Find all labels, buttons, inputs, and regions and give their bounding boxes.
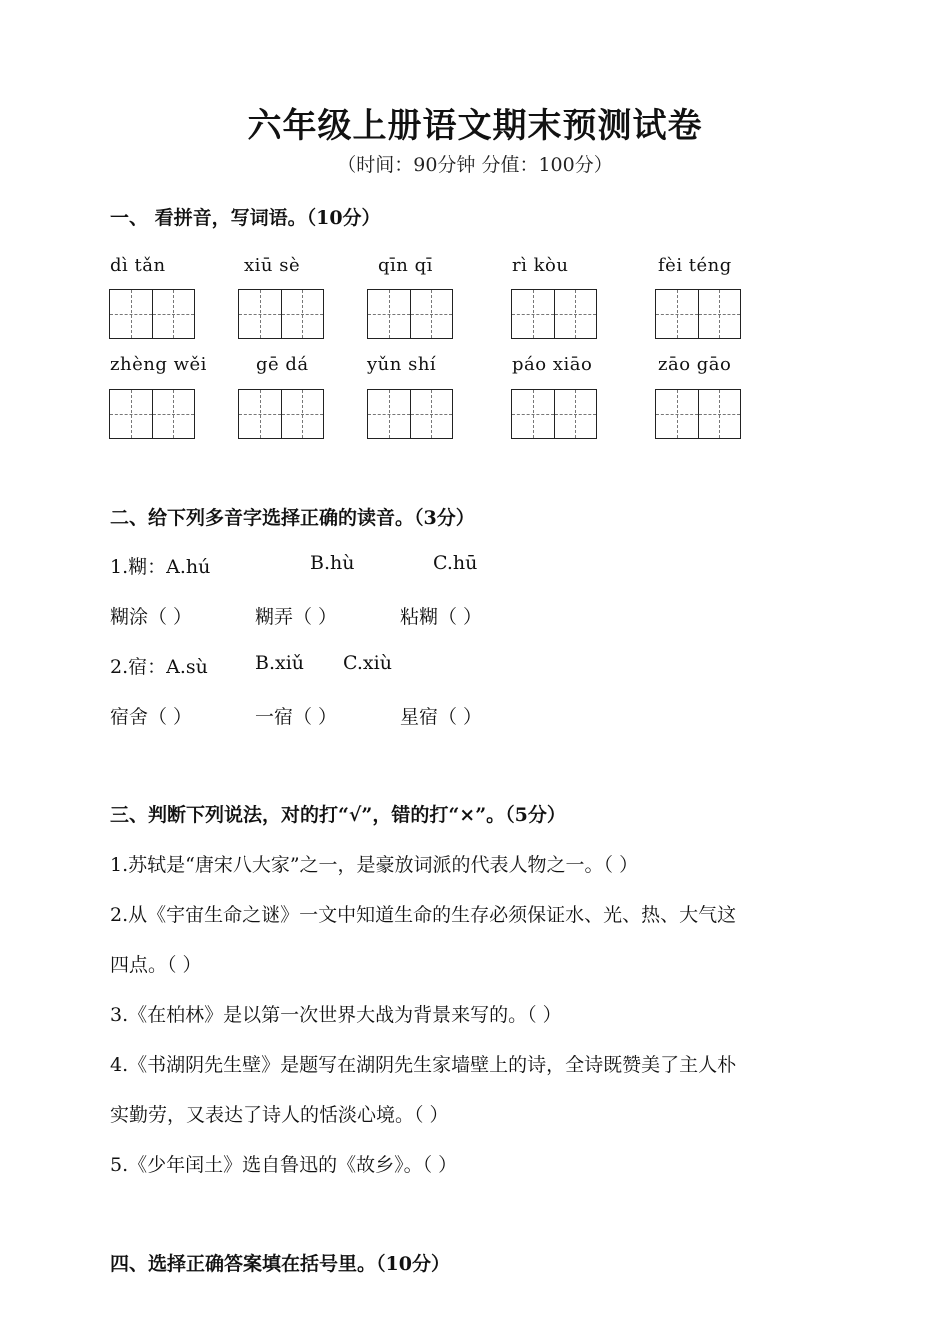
pinyin-label: páo xiāo <box>512 354 593 375</box>
true-false-item: 1.苏轼是“唐宋八大家”之一，是豪放词派的代表人物之一。（ ） <box>110 854 639 876</box>
pinyin-label: yǔn shí <box>367 354 437 375</box>
pinyin-label: gē dá <box>256 354 309 375</box>
answer-item[interactable]: 星宿（ ） <box>400 706 483 728</box>
answer-item[interactable]: 一宿（ ） <box>255 706 338 728</box>
pinyin-label: qīn qī <box>378 255 433 276</box>
section-3-heading: 三、判断下列说法，对的打“√”，错的打“×”。（5分） <box>110 804 566 826</box>
page-title: 六年级上册语文期末预测试卷 <box>247 106 703 146</box>
pinyin-label: dì tǎn <box>110 255 166 276</box>
pinyin-label: rì kòu <box>512 255 569 276</box>
writing-grid[interactable] <box>511 389 597 439</box>
question-stem: 2.宿：A.sù <box>110 656 208 678</box>
pinyin-label: zāo gāo <box>658 354 732 375</box>
writing-grid[interactable] <box>655 389 741 439</box>
writing-grid[interactable] <box>655 289 741 339</box>
option-c: C.xiù <box>343 652 392 674</box>
section-2-heading: 二、给下列多音字选择正确的读音。（3分） <box>110 507 475 529</box>
pinyin-label: zhèng wěi <box>110 354 207 375</box>
pinyin-label: fèi téng <box>658 255 732 276</box>
writing-grid[interactable] <box>511 289 597 339</box>
writing-grid[interactable] <box>109 389 195 439</box>
question-stem: 1.糊：A.hú <box>110 556 211 578</box>
answer-item[interactable]: 粘糊（ ） <box>400 606 483 628</box>
option-b: B.xiǔ <box>255 652 305 674</box>
section-4-heading: 四、选择正确答案填在括号里。（10分） <box>110 1253 450 1275</box>
writing-grid[interactable] <box>367 389 453 439</box>
true-false-item: 3.《在柏林》是以第一次世界大战为背景来写的。（ ） <box>110 1004 562 1026</box>
true-false-item: 2.从《宇宙生命之谜》一文中知道生命的生存必须保证水、光、热、大气这 <box>110 904 737 926</box>
writing-grid[interactable] <box>238 289 324 339</box>
answer-item[interactable]: 宿舍（ ） <box>110 706 193 728</box>
pinyin-label: xiū sè <box>244 255 301 276</box>
writing-grid[interactable] <box>367 289 453 339</box>
true-false-item: 四点。（ ） <box>110 954 202 976</box>
true-false-item: 4.《书湖阴先生壁》是题写在湖阴先生家墙壁上的诗，全诗既赞美了主人朴 <box>110 1054 737 1076</box>
option-b: B.hù <box>310 552 355 574</box>
answer-item[interactable]: 糊涂（ ） <box>110 606 193 628</box>
writing-grid[interactable] <box>238 389 324 439</box>
writing-grid[interactable] <box>109 289 195 339</box>
answer-item[interactable]: 糊弄（ ） <box>255 606 338 628</box>
true-false-item: 实勤劳，又表达了诗人的恬淡心境。（ ） <box>110 1104 449 1126</box>
exam-info: （时间：90分钟 分值：100分） <box>337 154 613 176</box>
option-c: C.hū <box>433 552 478 574</box>
section-1-heading: 一、 看拼音，写词语。（10分） <box>110 207 381 229</box>
true-false-item: 5.《少年闰土》选自鲁迅的《故乡》。（ ） <box>110 1154 458 1176</box>
